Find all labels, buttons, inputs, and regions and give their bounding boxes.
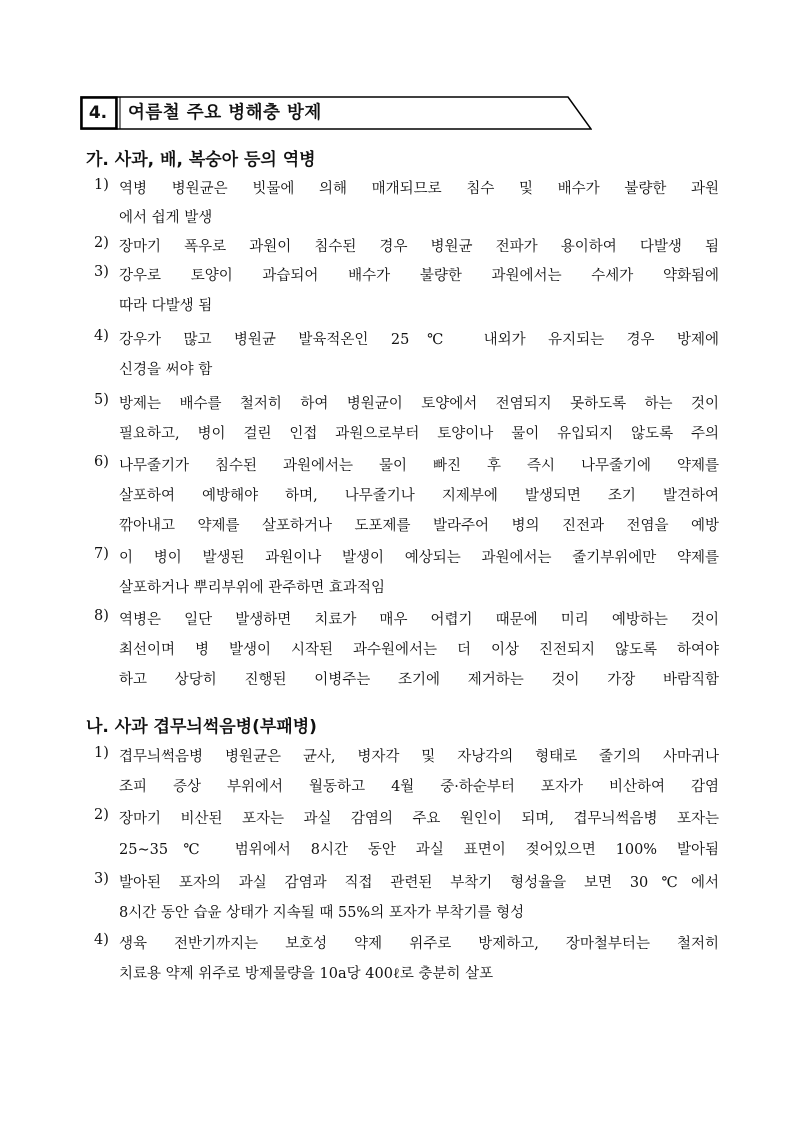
chapter-header <box>80 96 592 130</box>
item-line: 생육 전반기까지는 보호성 약제 위주로 방제하고, 장마철부터는 철저히 <box>119 936 719 952</box>
item-line: 하고 상당히 진행된 이병주는 조기에 제거하는 것이 가장 바람직함 <box>119 672 719 688</box>
item-line: 역병은 일단 발생하면 치료가 매우 어렵기 때문에 미리 예방하는 것이 <box>119 612 719 628</box>
chapter-number: 4. <box>88 103 108 123</box>
item-line: 살포하거나 뿌리부위에 관주하면 효과적임 <box>119 580 385 596</box>
item-line: 치료용 약제 위주로 방제물량을 10a당 400ℓ로 충분히 살포 <box>119 966 494 982</box>
item-line: 신경을 써야 함 <box>119 362 213 378</box>
item-line: 조피 증상 부위에서 월동하고 4월 중·하순부터 포자가 비산하여 감염 <box>119 779 719 795</box>
item-line: 최선이며 병 발생이 시작된 과수원에서는 더 이상 진전되지 않도록 하여야 <box>119 642 719 658</box>
item-line: 이 병이 발생된 과원이나 발생이 예상되는 과원에서는 줄기부위에만 약제를 <box>119 550 719 566</box>
item-number: 7) <box>94 546 109 562</box>
item-line: 강우로 토양이 과습되어 배수가 불량한 과원에서는 수세가 약화됨에 <box>119 268 719 284</box>
item-line: 장마기 폭우로 과원이 침수된 경우 병원균 전파가 용이하여 다발생 됨 <box>119 239 719 255</box>
item-line: 25∼35℃ 범위에서 8시간 동안 과실 표면이 젖어있으면 100% 발아됨 <box>119 842 719 858</box>
item-number: 5) <box>94 392 109 408</box>
item-number: 3) <box>94 264 109 280</box>
item-line: 발아된 포자의 과실 감염과 직접 관련된 부착기 형성율을 보면 30℃에서 <box>119 875 719 891</box>
item-number: 2) <box>94 235 109 251</box>
item-number: 4) <box>94 328 109 344</box>
item-number: 4) <box>94 932 109 948</box>
item-line: 나무줄기가 침수된 과원에서는 물이 빠진 후 즉시 나무줄기에 약제를 <box>119 458 719 474</box>
section-title-bitter-rot: 나. 사과 겹무늬썩음병(부패병) <box>86 717 317 737</box>
item-line: 방제는 배수를 철저히 하여 병원균이 토양에서 전염되지 못하도록 하는 것이 <box>119 396 719 412</box>
item-number: 8) <box>94 608 109 624</box>
item-line: 에서 쉽게 발생 <box>119 210 213 226</box>
item-line: 살포하여 예방해야 하며, 나무줄기나 지제부에 발생되면 조기 발견하여 <box>119 488 719 504</box>
item-line: 강우가 많고 병원균 발육적온인 25℃ 내외가 유지되는 경우 방제에 <box>119 332 719 348</box>
item-line: 장마기 비산된 포자는 과실 감염의 주요 원인이 되며, 겹무늬썩음병 포자는 <box>119 811 719 827</box>
item-line: 따라 다발생 됨 <box>119 298 213 314</box>
section-title-blight: 가. 사과, 배, 복숭아 등의 역병 <box>86 150 316 170</box>
item-line: 역병 병원균은 빗물에 의해 매개되므로 침수 및 배수가 불량한 과원 <box>119 181 719 197</box>
item-number: 1) <box>94 745 109 761</box>
item-line: 필요하고, 병이 걸린 인접 과원으로부터 토양이나 물이 유입되지 않도록 주의 <box>119 426 719 442</box>
item-number: 1) <box>94 177 109 193</box>
item-line: 8시간 동안 습윤 상태가 지속될 때 55%의 포자가 부착기를 형성 <box>119 905 525 921</box>
item-number: 3) <box>94 871 109 887</box>
item-number: 2) <box>94 807 109 823</box>
item-line: 겹무늬썩음병 병원균은 균사, 병자각 및 자낭각의 형태로 줄기의 사마귀나 <box>119 749 719 765</box>
chapter-title: 여름철 주요 병해충 방제 <box>128 103 322 123</box>
item-number: 6) <box>94 454 109 470</box>
item-line: 깎아내고 약제를 살포하거나 도포제를 발라주어 병의 진전과 전염을 예방 <box>119 518 719 534</box>
